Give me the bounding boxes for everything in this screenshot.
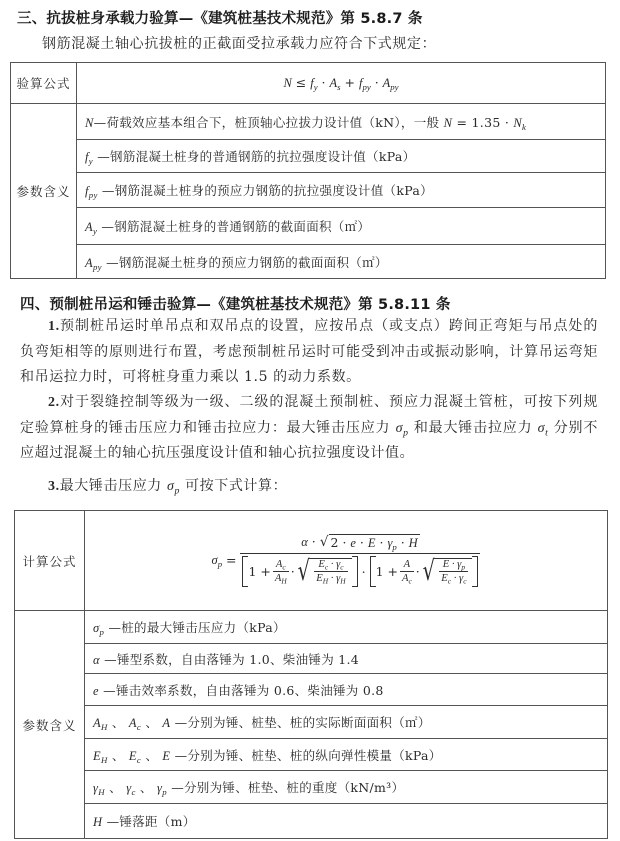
formula-row: [11, 63, 606, 104]
param-row: [11, 245, 606, 279]
params-label: 参数含义: [15, 611, 85, 839]
param-Apy: $A_{py}$ —钢筋混凝土桩身的预应力钢筋的截面面积（㎡）: [77, 245, 606, 279]
param-row: [15, 804, 608, 839]
paragraph-1: 1.预制桩吊运时单吊点和双吊点的设置，应按吊点（或支点）跨间正弯矩与吊点处的负弯矩相等的原则进行布置，考虑预制桩吊运时可能受到冲击或振动影响，计算吊运弯矩和吊运拉力时，可将桩身重力乘以 1.5 的动力系数。: [20, 318, 598, 385]
param-areas: $A_H$ 、 $A_c$ 、 A —分别为锤、桩垫、桩的实际断面面积（㎡）: [85, 706, 608, 739]
param-row: [15, 739, 608, 771]
hammer-stress-formula: $\sigma_p$ = α · √ $2 \cdot e \cdot E \cdot \gamma_p \cdot H$ 1 + $A_c$ $A_H$ · √ $\frac{E_c \cdot \gamma_c}{E_H \cdot \gamma_H}$ · 1 + A $A_c$ · √ $\frac{E \cdot \gamma_p}{E_c \cdot \gamma_c}$: [85, 511, 608, 611]
param-alpha: α —锤型系数，自由落锤为 1.0、柴油锤为 1.4: [85, 644, 608, 674]
section3-intro: 钢筋混凝土轴心抗拔桩的正截面受拉承载力应符合下式规定：: [42, 36, 437, 52]
param-Ay: $A_y$ —钢筋混凝土桩身的普通钢筋的截面面积（㎡）: [77, 208, 606, 245]
param-row: [15, 644, 608, 674]
formula-label: 验算公式: [11, 63, 77, 104]
param-row: [11, 104, 606, 140]
params-label: 参数含义: [11, 104, 77, 279]
pullout-formula: $N \le f_y \cdot A_s + f_{py} \cdot A_{py}$: [77, 63, 606, 104]
param-e: e —锤击效率系数，自由落锤为 0.6、柴油锤为 0.8: [85, 674, 608, 706]
param-row: [15, 771, 608, 804]
param-row: [15, 706, 608, 739]
section4-heading: 四、预制桩吊运和锤击验算—《建筑桩基技术规范》第 5.8.11 条: [20, 297, 451, 313]
paragraph-2: 2.对于裂缝控制等级为一级、二级的混凝土预制桩、预应力混凝土管桩，可按下列规定验算桩身的锤击压应力和锤击拉应力：最大锤击压应力 $\sigma_p$ 和最大锤击拉应力 $\sigma_t$ 分别不应超过混凝土的轴心抗压强度设计值和轴心抗拉强度设计值。: [20, 394, 598, 461]
formula-row: [15, 511, 608, 611]
param-unit-weights: $\gamma_H$ 、 $\gamma_c$ 、 $\gamma_p$ —分别为锤、桩垫、桩的重度（kN/m³）: [85, 771, 608, 804]
pullout-formula-table: [10, 62, 606, 279]
param-row: [11, 140, 606, 173]
param-N: N—荷载效应基本组合下，桩顶轴心拉拔力设计值（kN），一般 $N = 1.35 \cdot N_k$: [77, 104, 606, 140]
param-row: [15, 674, 608, 706]
param-row: [11, 173, 606, 208]
hammer-stress-table: [14, 510, 608, 839]
param-row: [11, 208, 606, 245]
param-sigma-p: $\sigma_p$ —桩的最大锤击压应力（kPa）: [85, 611, 608, 644]
param-row: [15, 611, 608, 644]
param-H: H —锤落距（m）: [85, 804, 608, 839]
param-moduli: $E_H$ 、 $E_c$ 、 E —分别为锤、桩垫、桩的纵向弹性模量（kPa）: [85, 739, 608, 771]
param-fy: $f_y$ —钢筋混凝土桩身的普通钢筋的抗拉强度设计值（kPa）: [77, 140, 606, 173]
formula-label: 计算公式: [15, 511, 85, 611]
section3-heading: 三、抗拔桩身承载力验算—《建筑桩基技术规范》第 5.8.7 条: [17, 11, 423, 27]
param-fpy: $f_{py}$ —钢筋混凝土桩身的预应力钢筋的抗拉强度设计值（kPa）: [77, 173, 606, 208]
paragraph-3: 3.最大锤击压应力 $\sigma_p$ 可按下式计算：: [48, 478, 288, 497]
